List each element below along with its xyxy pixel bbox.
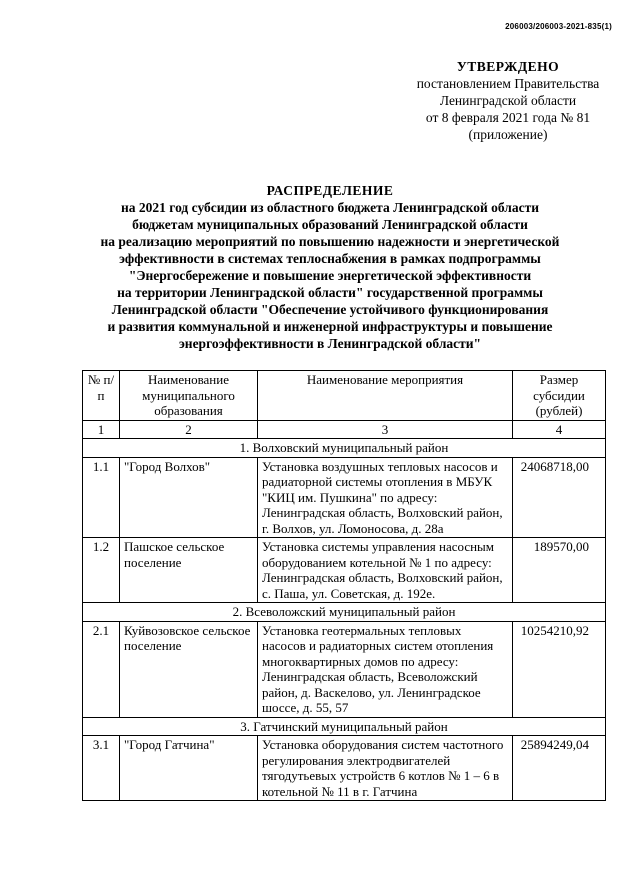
title-line: бюджетам муниципальных образований Ленинградской области (132, 217, 528, 232)
title-line: на реализацию мероприятий по повышению надежности и энергетической (100, 234, 560, 249)
section-row (83, 717, 606, 736)
title-line: Ленинградской области "Обеспечение устойчивого функционирования (111, 302, 549, 317)
header-municipality: Наименование муниципального образования (120, 371, 258, 421)
section-title: 1. Волховский муниципальный район (83, 439, 606, 458)
row-municipality: Пашское сельское поселение (120, 538, 258, 603)
title-line: и развития коммунальной и инженерной инфраструктуры и повышение (107, 319, 553, 334)
header-amount: Размер субсидии (рублей) (513, 371, 606, 421)
title-line: "Энергосбережение и повышение энергетической эффективности (128, 268, 532, 283)
section-title: 2. Всеволожский муниципальный район (83, 603, 606, 622)
title-line: эффективности в системах теплоснабжения в рамках подпрограммы (119, 251, 541, 266)
table-row (83, 736, 606, 801)
title-heading: РАСПРЕДЕЛЕНИЕ (266, 183, 394, 198)
approval-heading: УТВЕРЖДЕНО (456, 59, 560, 74)
document-title (90, 182, 570, 352)
index-row (83, 420, 606, 439)
section-row (83, 603, 606, 622)
approval-line: Ленинградской области (439, 93, 577, 108)
row-measure: Установка оборудования систем частотного регулирования электродвигателей тягодутьевых устройств 6 котлов № 1 – 6 в котельной № 11 в г. Гатчина (258, 736, 513, 801)
row-amount: 25894249,04 (513, 736, 606, 801)
title-line: энергоэффективности в Ленинградской области" (178, 336, 482, 351)
row-municipality: "Город Гатчина" (120, 736, 258, 801)
approval-block (408, 58, 608, 143)
header-measure: Наименование мероприятия (258, 371, 513, 421)
approval-line: постановлением Правительства (416, 76, 600, 91)
row-num: 3.1 (83, 736, 120, 801)
index-cell: 3 (258, 420, 513, 439)
row-amount: 10254210,92 (513, 621, 606, 717)
index-cell: 4 (513, 420, 606, 439)
row-measure: Установка воздушных тепловых насосов и радиаторной системы отопления в МБУК "КИЦ им. Пушкина" по адресу: Ленинградская область, Волховский район, г. Волхов, ул. Ломоносова, д. 28а (258, 457, 513, 538)
row-municipality: Куйвозовское сельское поселение (120, 621, 258, 717)
table-header-row (83, 371, 606, 421)
title-line: на территории Ленинградской области" государственной программы (117, 285, 543, 300)
row-amount: 189570,00 (513, 538, 606, 603)
row-num: 1.1 (83, 457, 120, 538)
header-num: № п/п (83, 371, 120, 421)
table-row (83, 457, 606, 538)
row-num: 1.2 (83, 538, 120, 603)
table-row (83, 538, 606, 603)
row-num: 2.1 (83, 621, 120, 717)
table-row (83, 621, 606, 717)
row-measure: Установка геотермальных тепловых насосов и радиаторных систем отопления многоквартирных домов по адресу: Ленинградская область, Всеволожский район, д. Васкелово, ул. Ленинградское шоссе, д. 55, 57 (258, 621, 513, 717)
section-title: 3. Гатчинский муниципальный район (83, 717, 606, 736)
section-row (83, 439, 606, 458)
approval-line: от 8 февраля 2021 года № 81 (425, 110, 591, 125)
approval-line: (приложение) (468, 127, 548, 142)
row-municipality: "Город Волхов" (120, 457, 258, 538)
row-measure: Установка системы управления насосным оборудованием котельной № 1 по адресу: Ленинградская область, Волховский район, с. Паша, ул. Советская, д. 192е. (258, 538, 513, 603)
document-number: 206003/206003-2021-835(1) (505, 22, 612, 31)
row-amount: 24068718,00 (513, 457, 606, 538)
distribution-table (82, 370, 606, 801)
index-cell: 2 (120, 420, 258, 439)
index-cell: 1 (83, 420, 120, 439)
title-line: на 2021 год субсидии из областного бюджета Ленинградской области (121, 200, 539, 215)
